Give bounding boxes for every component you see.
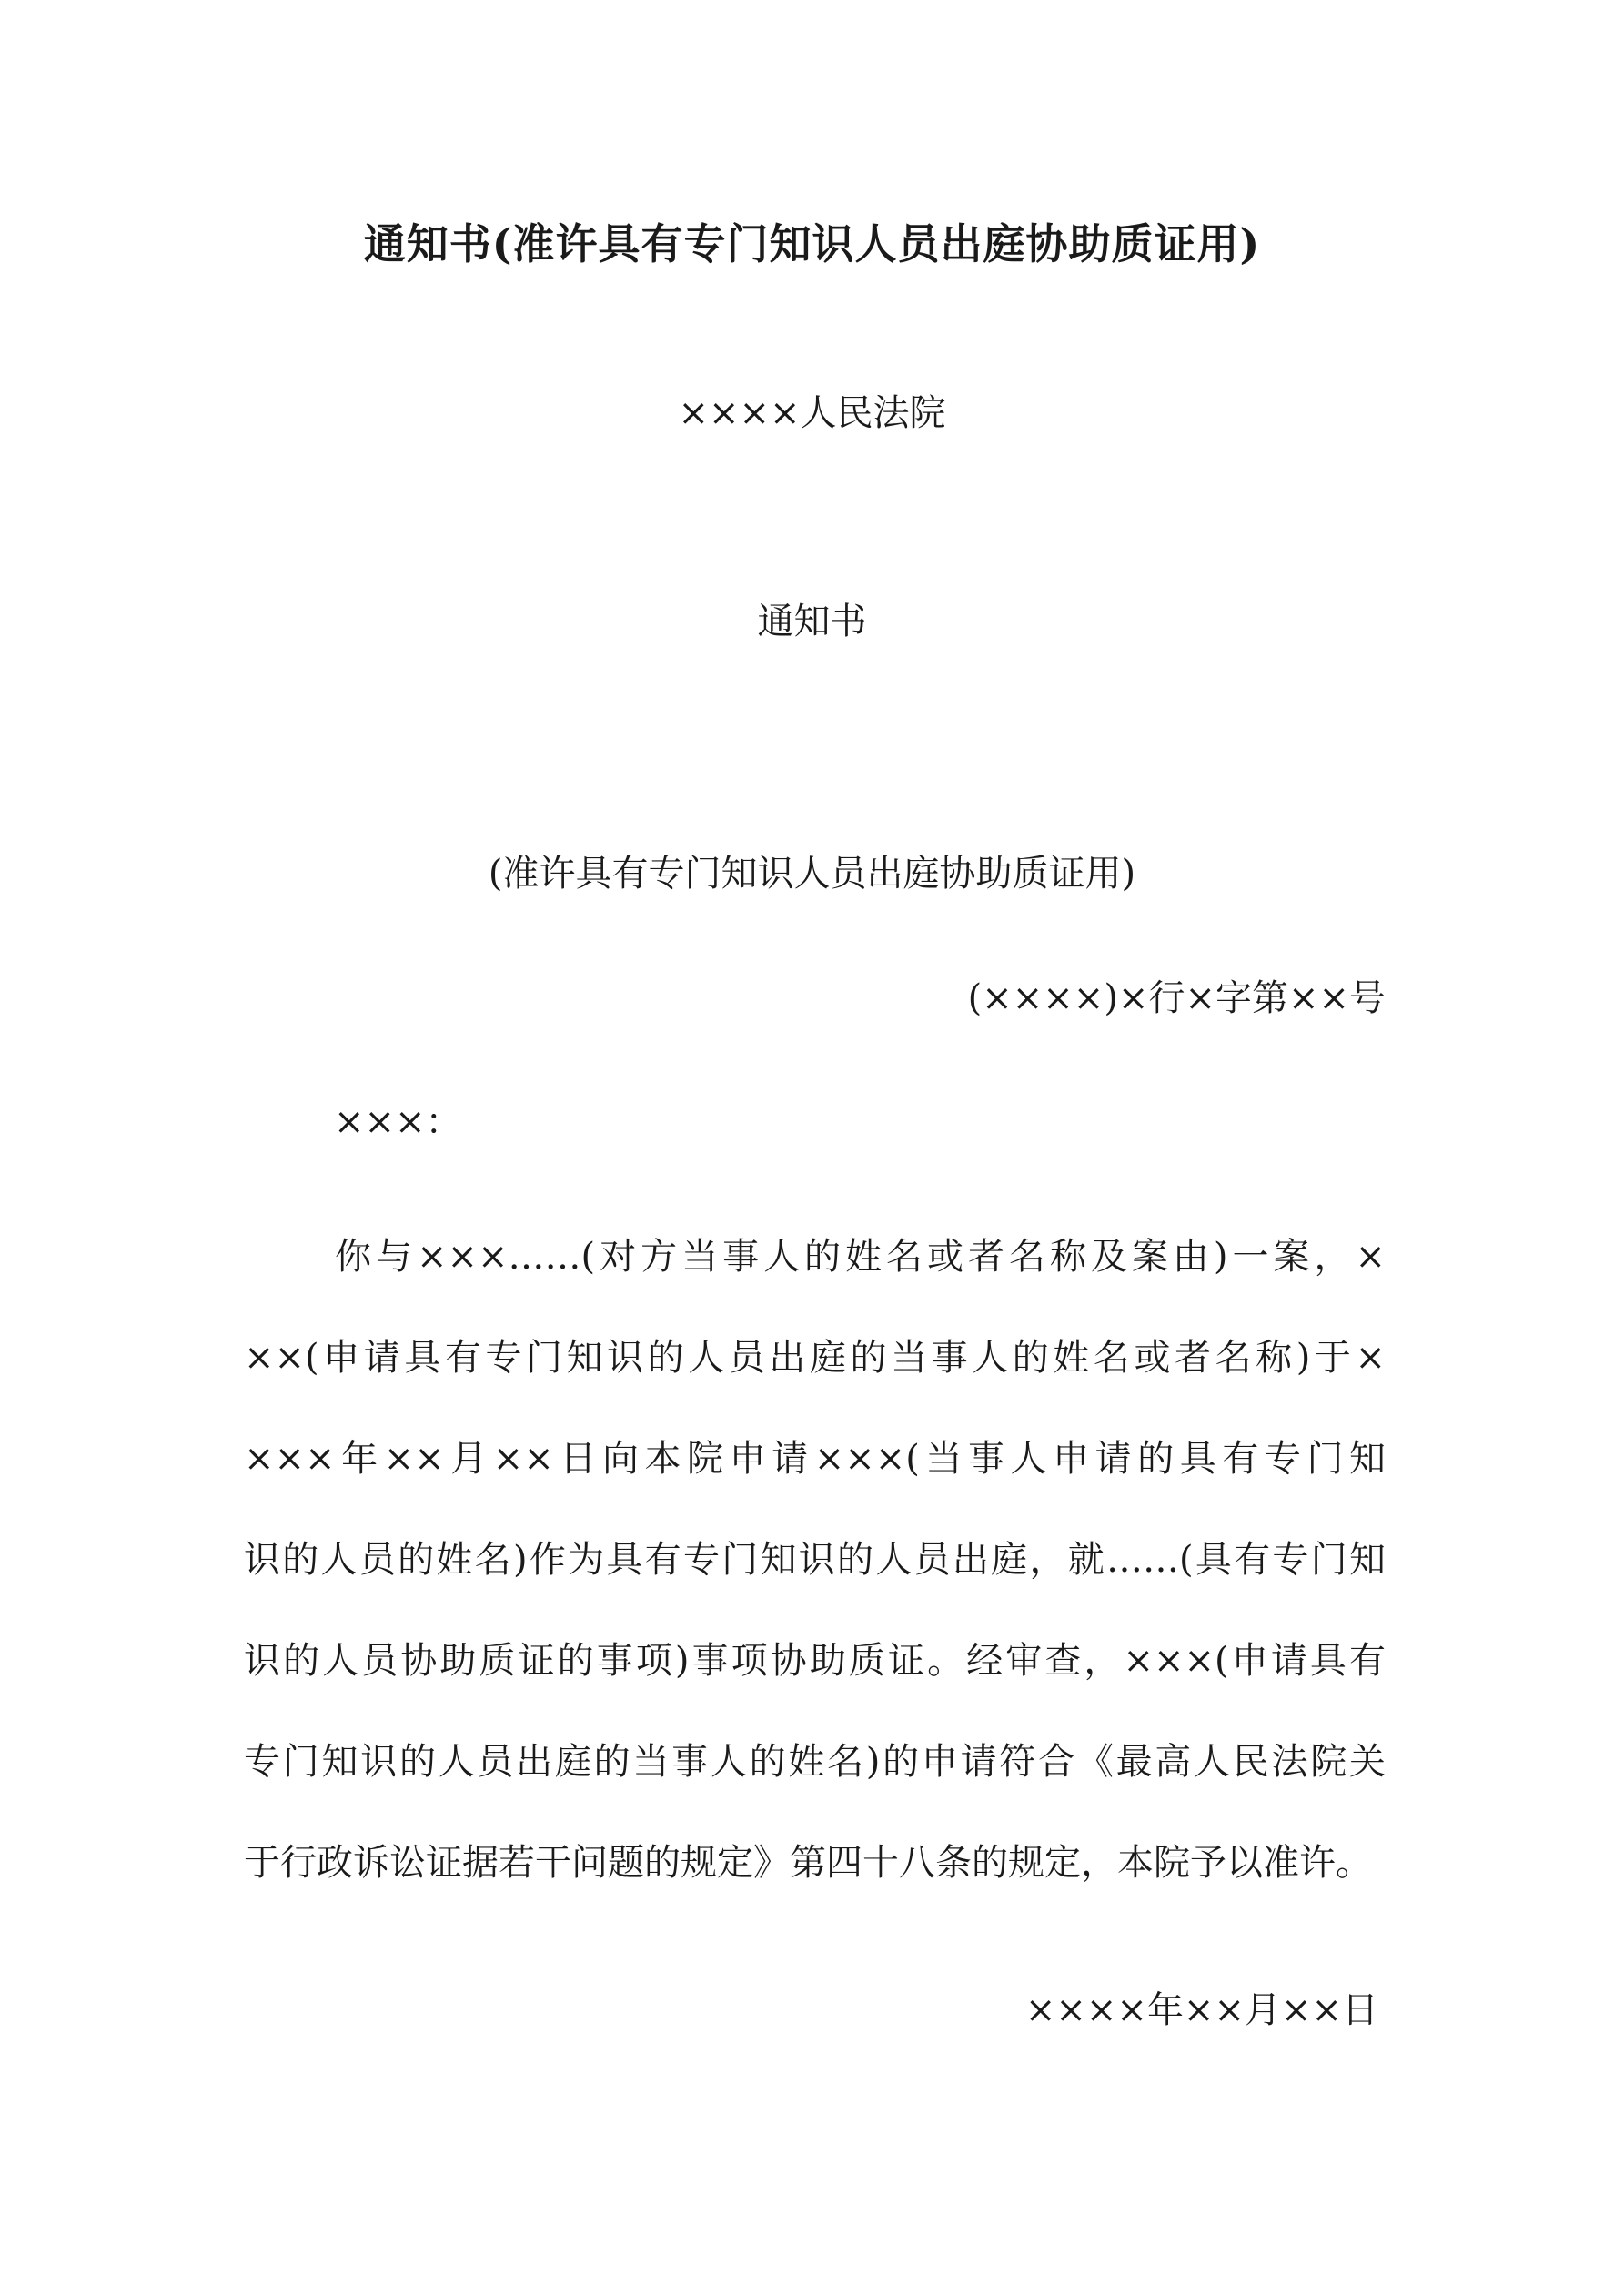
addressee: ×××：: [334, 1101, 462, 1143]
court-name: ××××人民法院: [678, 392, 946, 434]
body-line: 你与×××……(对方当事人的姓名或者名称及案由)一案，×: [335, 1236, 1386, 1278]
body-line: ××(申请具有专门知识的人员出庭的当事人的姓名或者名称)于×: [244, 1337, 1386, 1379]
body-paragraph: [244, 1207, 1386, 1914]
body-line: ×××年××月××日向本院申请×××(当事人申请的具有专门知: [244, 1438, 1386, 1480]
case-number: (××××)×行×字第××号: [967, 977, 1386, 1019]
document-type-heading: 通知书: [757, 601, 867, 642]
body-line: 识的人员协助质证的事项)事项协助质证。经审查，×××(申请具有: [244, 1640, 1386, 1682]
body-line: 识的人员的姓名)作为具有专门知识的人员出庭，就……(具有专门知: [244, 1539, 1386, 1581]
signature-date: ××××年××月××日: [1024, 1989, 1378, 2031]
body-line: 于行政诉讼证据若干问题的规定》第四十八条的规定，本院予以准许。: [244, 1842, 1372, 1884]
document-title: 通知书(准许具有专门知识人员出庭协助质证用): [363, 219, 1261, 268]
document-subtitle: (准许具有专门知识人员出庭协助质证用): [488, 853, 1136, 895]
body-line: 专门知识的人员出庭的当事人的姓名)的申请符合《最高人民法院关: [244, 1741, 1386, 1783]
